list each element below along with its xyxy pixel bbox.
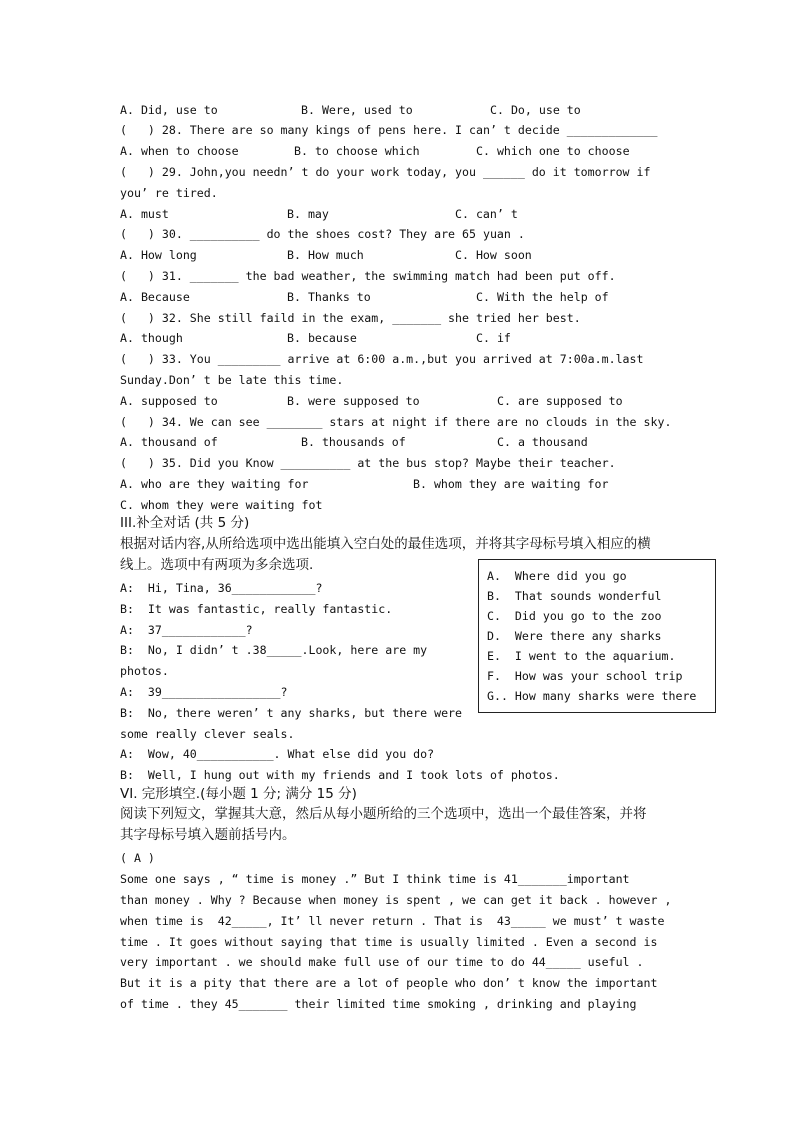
q35-option-a: A. who are they waiting for [120, 477, 309, 491]
q33-option-a: A. supposed to [120, 394, 218, 408]
q28-stem: ( ) 28. There are so many kings of pens here. I can’ t decide _____________ [120, 123, 658, 137]
q35-option-c: C. whom they were waiting fot [120, 498, 323, 512]
q32-stem: ( ) 32. She still faild in the exam, _______ she tried her best. [120, 311, 581, 325]
dialog-line: B: It was fantastic, really fantastic. [120, 602, 393, 616]
q35-stem: ( ) 35. Did you Know __________ at the bus stop? Maybe their teacher. [120, 456, 616, 470]
section3-title: III.补全对话 (共 5 分) [120, 515, 250, 531]
dialog-line: B: No, there weren’ t any sharks, but there were [120, 706, 463, 720]
q29-option-c: C. can’ t [455, 207, 518, 221]
q33-stem: ( ) 33. You _________ arrive at 6:00 a.m.,but you arrived at 7:00a.m.last [120, 352, 644, 366]
q30-option-c: C. How soon [455, 248, 532, 262]
q34-stem: ( ) 34. We can see ________ stars at night if there are no clouds in the sky. [120, 415, 672, 429]
dialog-line: A: 37____________? [120, 623, 253, 637]
box-option: B. That sounds wonderful [487, 589, 662, 603]
passage-line: Some one says , “ time is money .” But I think time is 41_______important [120, 872, 630, 886]
q27-option-b: B. Were, used to [301, 103, 413, 117]
q29-option-b: B. may [287, 207, 329, 221]
q34-option-c: C. a thousand [497, 435, 588, 449]
q30-option-b: B. How much [287, 248, 364, 262]
q29-option-a: A. must [120, 207, 169, 221]
dialog-line: B: No, I didn’ t .38_____.Look, here are my [120, 643, 428, 657]
box-option: A. Where did you go [487, 569, 627, 583]
box-option: C. Did you go to the zoo [487, 609, 662, 623]
q30-option-a: A. How long [120, 248, 197, 262]
q28-option-c: C. which one to choose [476, 144, 630, 158]
section6-instruction-1: 阅读下列短文，掌握其大意，然后从每小题所给的三个选项中，选出一个最佳答案，并将 [120, 806, 647, 822]
section3-instruction-2: 线上。选项中有两项为多余选项. [120, 557, 314, 573]
passage-label: ( A ) [120, 851, 155, 865]
box-option: G.. How many sharks were there [487, 689, 697, 703]
dialog-line: B: Well, I hung out with my friends and I took lots of photos. [120, 768, 560, 782]
q30-stem: ( ) 30. __________ do the shoes cost? They are 65 yuan . [120, 227, 525, 241]
passage-line: when time is 42_____, It’ ll never return . That is 43_____ we must’ t waste [120, 914, 665, 928]
q33-stem-cont: Sunday.Don’ t be late this time. [120, 373, 344, 387]
passage-line: time . It goes without saying that time is usually limited . Even a second is [120, 935, 658, 949]
q29-stem: ( ) 29. John,you needn’ t do your work today, you ______ do it tomorrow if [120, 165, 651, 179]
section3-instruction-1: 根据对话内容,从所给选项中选出能填入空白处的最佳选项，并将其字母标号填入相应的横 [120, 536, 651, 552]
box-option: E. I went to the aquarium. [487, 649, 676, 663]
passage-line: of time . they 45_______ their limited time smoking , drinking and playing [120, 997, 637, 1011]
passage-line: than money . Why ? Because when money is spent , we can get it back . however , [120, 893, 672, 907]
q28-option-b: B. to choose which [294, 144, 420, 158]
dialog-line: photos. [120, 664, 169, 678]
dialog-line: A: Wow, 40___________. What else did you do? [120, 747, 435, 761]
q31-option-a: A. Because [120, 290, 190, 304]
q28-option-a: A. when to choose [120, 144, 239, 158]
box-option: F. How was your school trip [487, 669, 683, 683]
q33-option-c: C. are supposed to [497, 394, 623, 408]
box-option: D. Were there any sharks [487, 629, 662, 643]
q33-option-b: B. were supposed to [287, 394, 420, 408]
q32-option-b: B. because [287, 331, 357, 345]
dialog-line: some really clever seals. [120, 727, 295, 741]
q27-option-a: A. Did, use to [120, 103, 218, 117]
q27-option-c: C. Do, use to [490, 103, 581, 117]
q35-option-b: B. whom they are waiting for [413, 477, 609, 491]
dialog-line: A: Hi, Tina, 36____________? [120, 581, 323, 595]
q31-stem: ( ) 31. _______ the bad weather, the swimming match had been put off. [120, 269, 616, 283]
q32-option-c: C. if [476, 331, 511, 345]
q34-option-a: A. thousand of [120, 435, 218, 449]
dialog-line: A: 39_________________? [120, 685, 288, 699]
q32-option-a: A. though [120, 331, 183, 345]
section6-instruction-2: 其字母标号填入题前括号内。 [120, 827, 296, 843]
q34-option-b: B. thousands of [301, 435, 406, 449]
section6-title: VI. 完形填空.(每小题 1 分; 满分 15 分) [120, 786, 357, 802]
q29-stem-cont: you’ re tired. [120, 186, 218, 200]
q31-option-c: C. With the help of [476, 290, 609, 304]
passage-line: But it is a pity that there are a lot of people who don’ t know the important [120, 976, 658, 990]
passage-line: very important . we should make full use of our time to do 44_____ useful . [120, 955, 644, 969]
q31-option-b: B. Thanks to [287, 290, 371, 304]
